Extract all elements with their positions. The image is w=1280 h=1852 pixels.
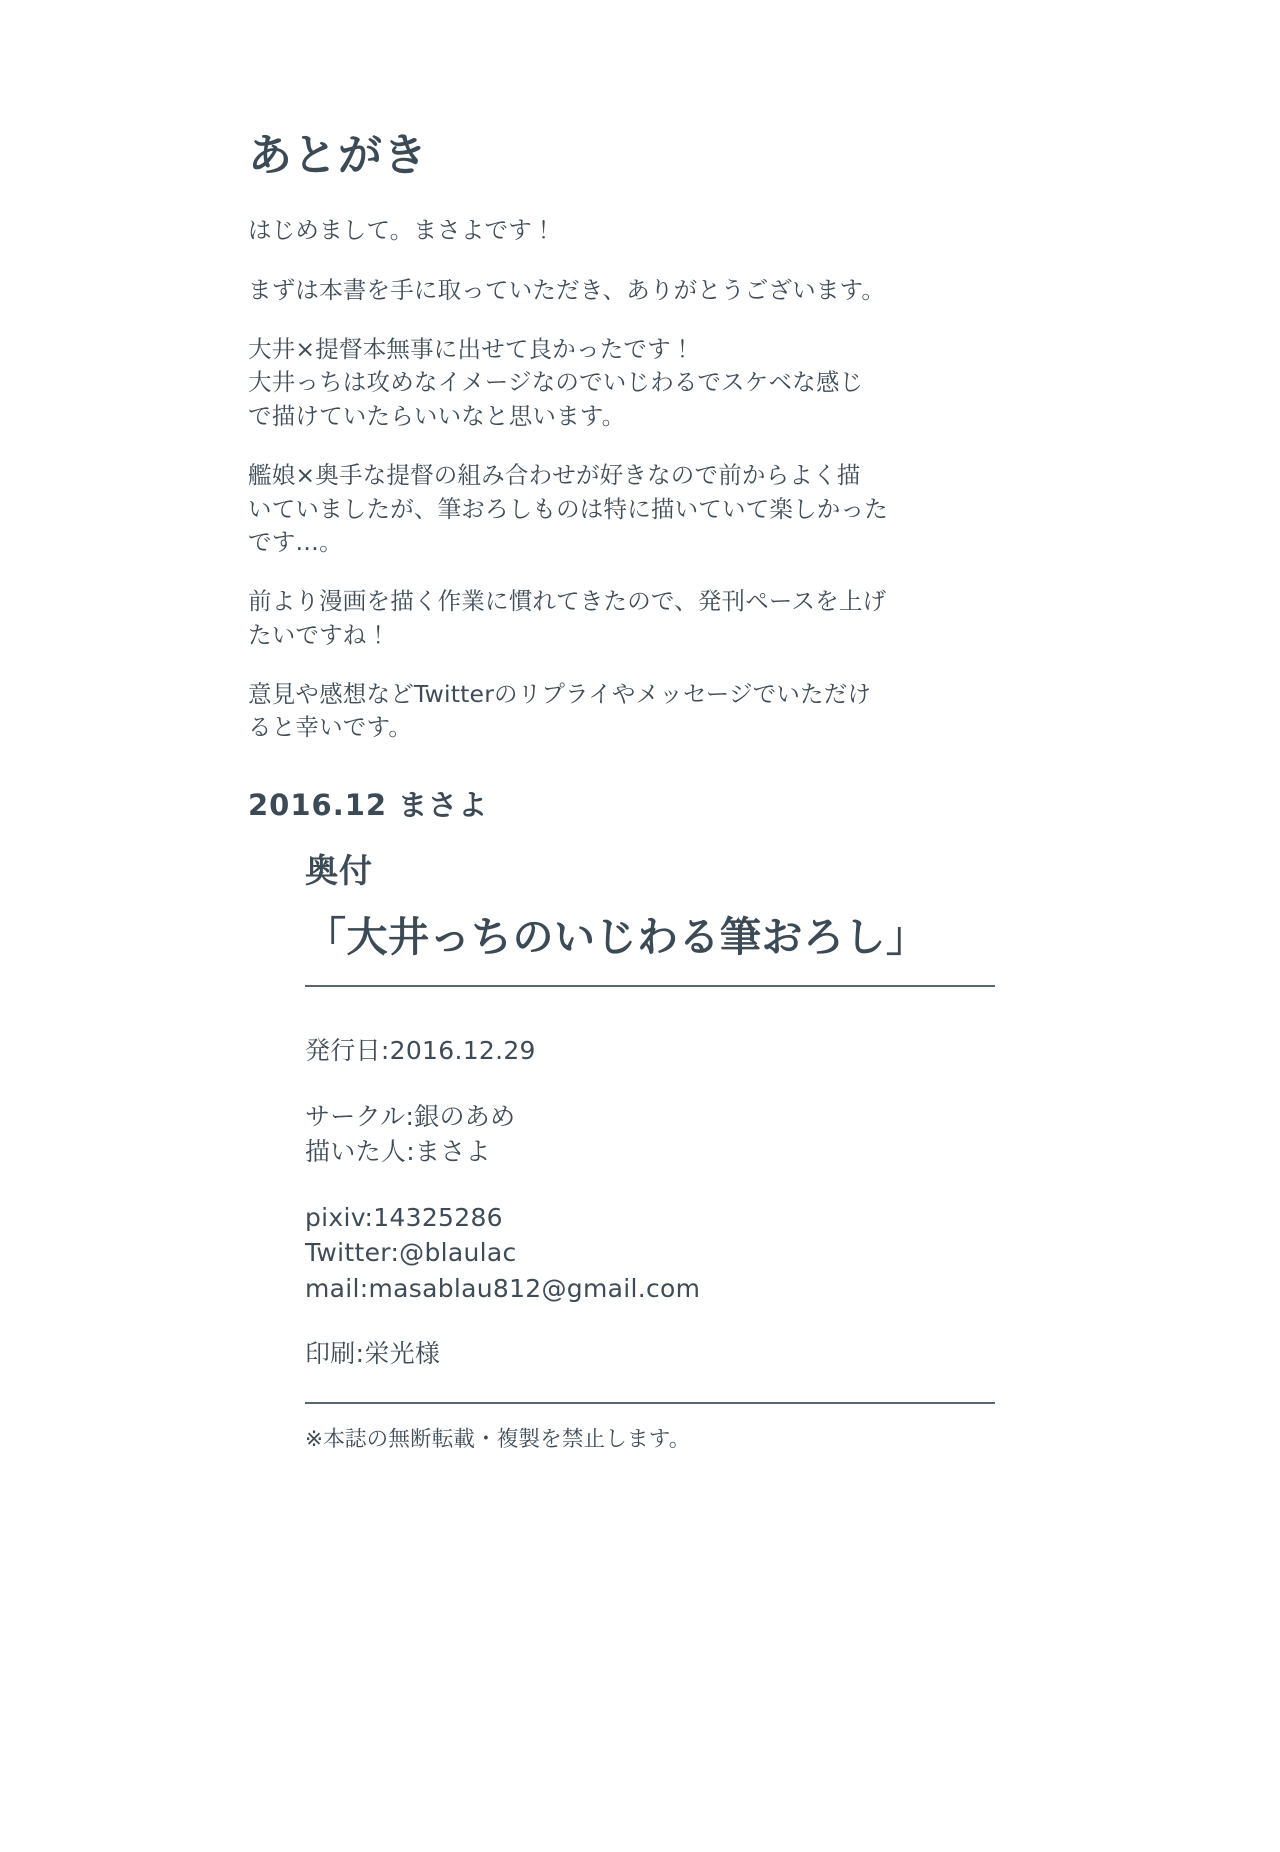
paragraph-line: で描けていたらいいなと思います。 bbox=[248, 401, 626, 430]
colophon-detail-line: mail:masablau812@gmail.com bbox=[305, 1273, 701, 1303]
colophon-detail-block bbox=[305, 1200, 995, 1307]
colophon-divider-top bbox=[305, 985, 995, 987]
afterword-section bbox=[248, 132, 948, 824]
colophon-detail-line: サークル:銀のあめ bbox=[305, 1101, 516, 1131]
paragraph-line: まずは本書を手に取っていただき、ありがとうございます。 bbox=[248, 275, 886, 304]
colophon-detail-line: Twitter:@blaulac bbox=[305, 1238, 517, 1267]
colophon-detail-line: 発行日:2016.12.29 bbox=[305, 1036, 536, 1065]
afterword-paragraph bbox=[248, 274, 948, 307]
afterword-title: あとがき bbox=[248, 130, 428, 181]
colophon-heading: 奥付 bbox=[305, 851, 373, 890]
paragraph-line: 意見や感想などTwitterのリプライやメッセージでいただけ bbox=[248, 679, 872, 708]
colophon-section bbox=[305, 845, 995, 1453]
afterword-paragraph bbox=[248, 678, 948, 745]
afterword-paragraph bbox=[248, 585, 948, 652]
colophon-detail-line: 印刷:栄光様 bbox=[305, 1339, 441, 1368]
paragraph-line: 前より漫画を描く作業に慣れてきたので、発刊ペースを上げ bbox=[248, 587, 887, 616]
colophon-detail-line: 描いた人:まさよ bbox=[305, 1137, 491, 1166]
paragraph-line: はじめまして。まさよです！ bbox=[248, 216, 556, 245]
colophon-detail-block bbox=[305, 1336, 995, 1372]
colophon-detail-block bbox=[305, 1033, 995, 1069]
colophon-detail-block bbox=[305, 1099, 995, 1170]
paragraph-line: 大井っちは攻めなイメージなのでいじわるでスケベな感じ bbox=[248, 368, 864, 397]
colophon-divider-bottom bbox=[305, 1402, 995, 1404]
colophon-detail-line: pixiv:14325286 bbox=[305, 1202, 503, 1232]
colophon-details bbox=[305, 1033, 995, 1372]
afterword-signature: 2016.12 まさよ bbox=[248, 787, 489, 822]
colophon-book-title: 「大井っちのいじわる筆おろし」 bbox=[305, 913, 928, 961]
afterword-paragraph bbox=[248, 333, 948, 433]
afterword-paragraph bbox=[248, 459, 948, 559]
paragraph-line: ると幸いです。 bbox=[248, 713, 413, 742]
paragraph-line: 艦娘×奥手な提督の組み合わせが好きなので前からよく描 bbox=[248, 461, 861, 490]
afterword-paragraph bbox=[248, 214, 948, 247]
paragraph-line: いていましたが、筆おろしものは特に描いていて楽しかった bbox=[248, 494, 888, 523]
paragraph-line: です…。 bbox=[248, 527, 343, 556]
copyright-notice: ※本誌の無断転載・複製を禁止します。 bbox=[305, 1426, 691, 1452]
paragraph-line: 大井×提督本無事に出せて良かったです！ bbox=[248, 335, 695, 364]
paragraph-line: たいですね！ bbox=[248, 620, 391, 649]
